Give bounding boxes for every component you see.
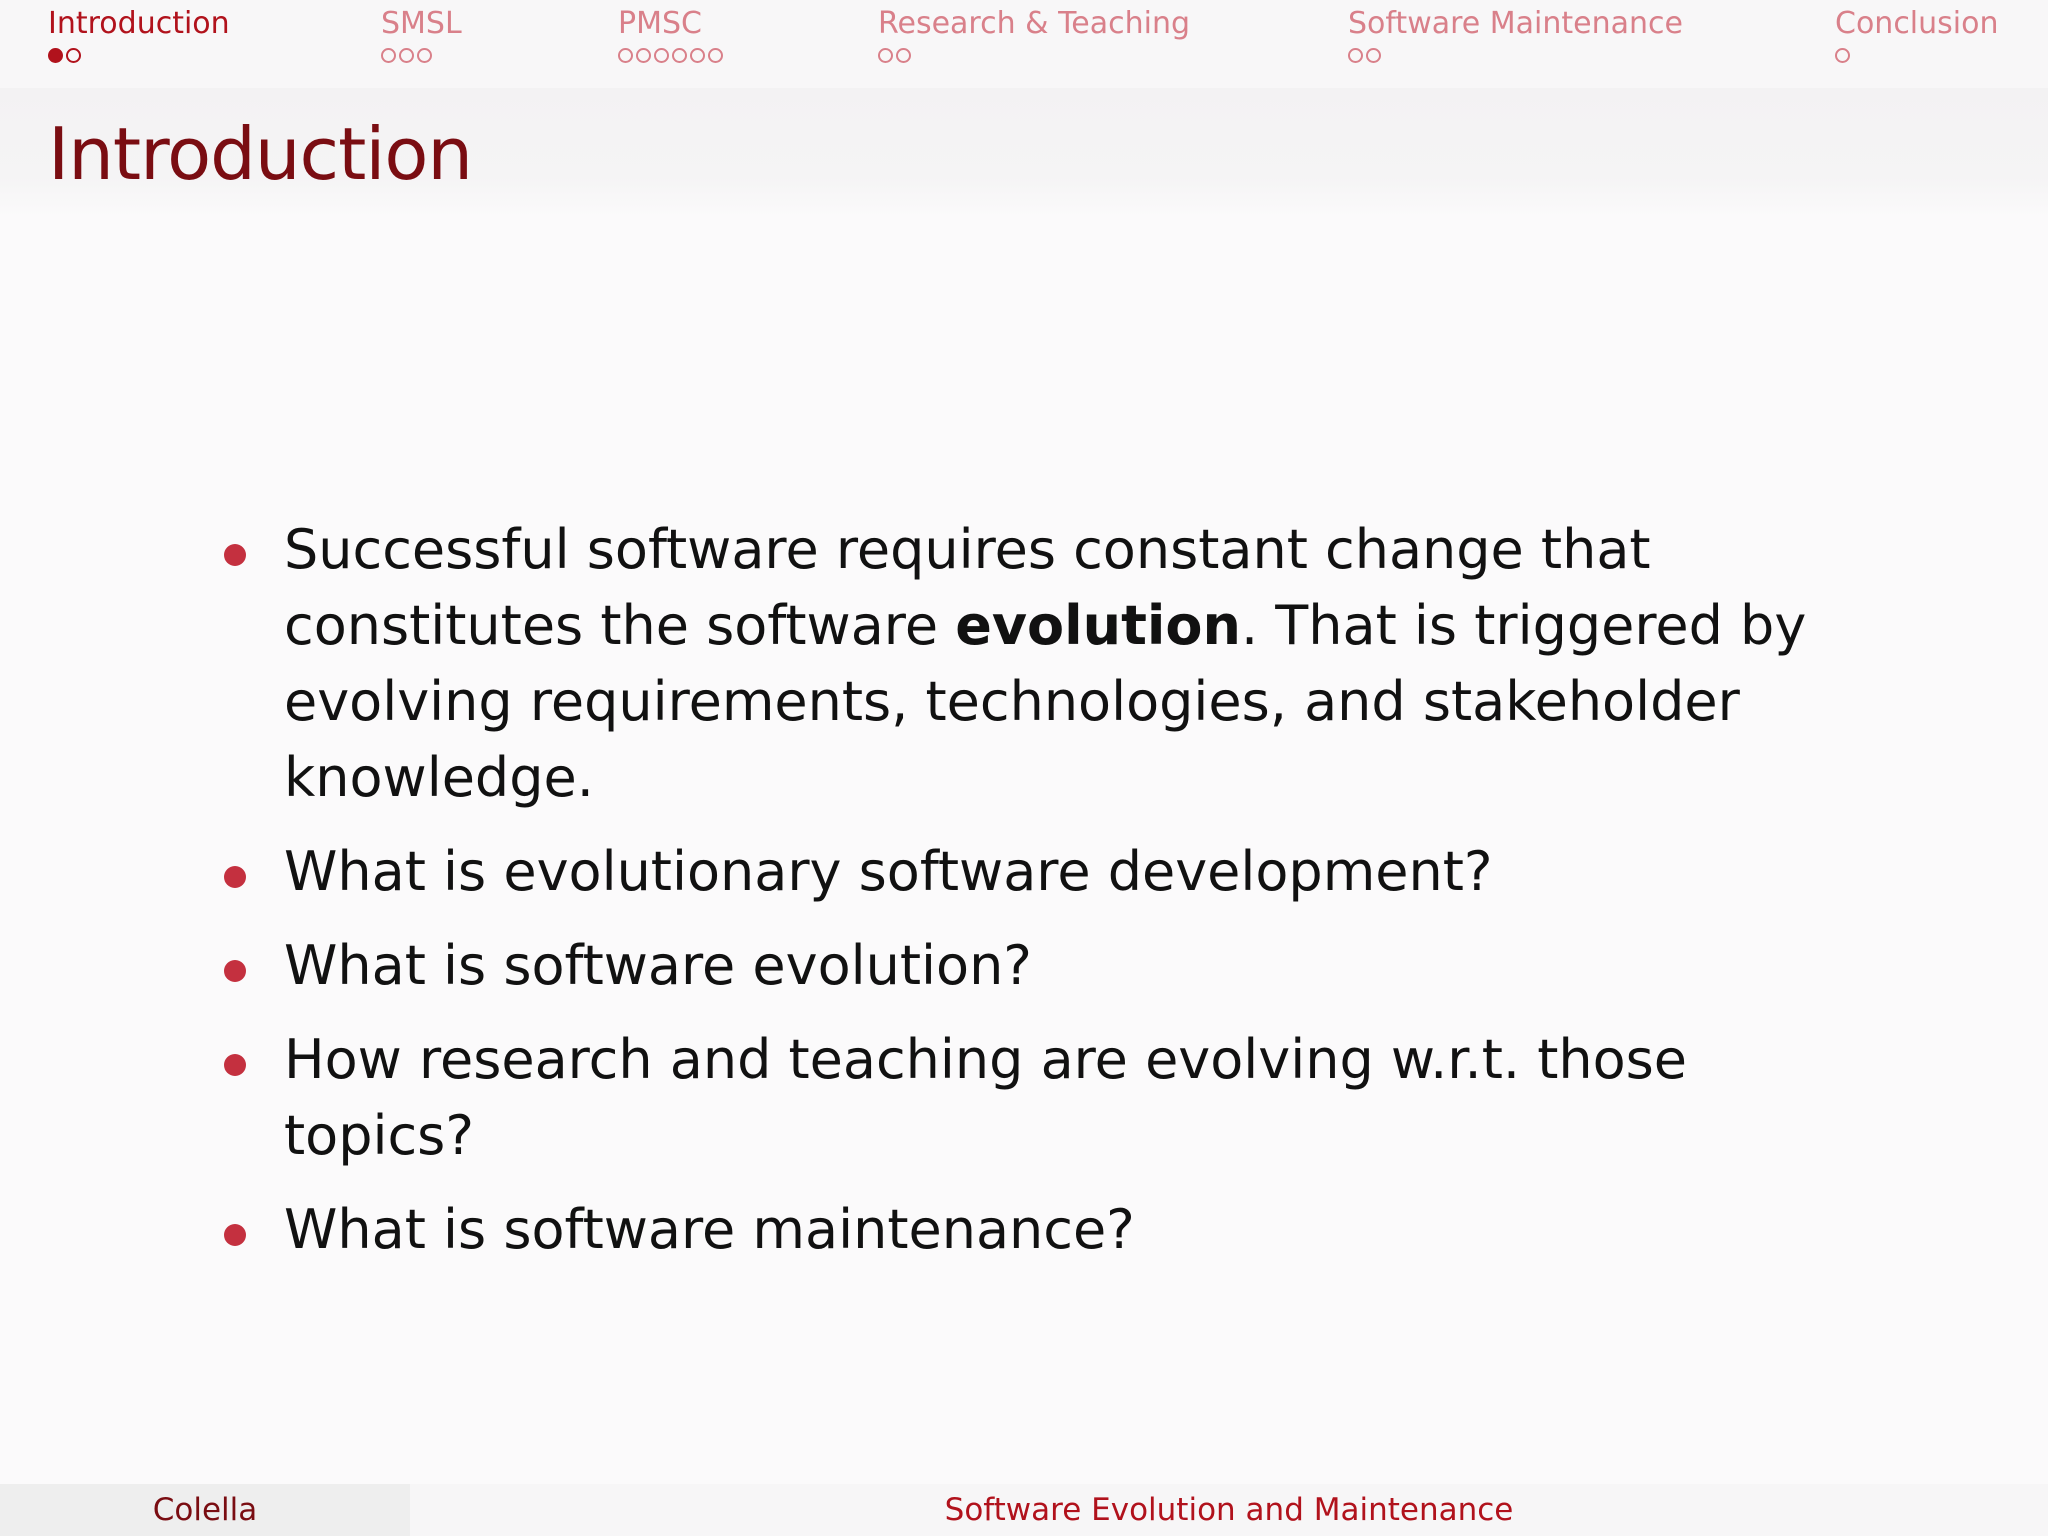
slide-dot[interactable] <box>618 48 633 63</box>
bullet-icon <box>224 1054 246 1076</box>
bullet-icon <box>224 1224 246 1246</box>
bullet-item <box>220 512 1880 816</box>
bullet-icon <box>224 960 246 982</box>
bullet-item <box>220 834 1880 910</box>
slide-dot[interactable] <box>1366 48 1381 63</box>
nav-section-introduction[interactable] <box>48 6 230 63</box>
footer-author: Colella <box>0 1484 410 1536</box>
nav-section-label: Software Maintenance <box>1348 6 1683 41</box>
nav-section-label: Research & Teaching <box>878 6 1191 41</box>
slide-dot[interactable] <box>381 48 396 63</box>
nav-slide-dots <box>381 48 462 63</box>
slide-dot[interactable] <box>1348 48 1363 63</box>
nav-slide-dots <box>618 48 723 63</box>
nav-section-smsl[interactable] <box>381 6 462 63</box>
slide-dot[interactable] <box>708 48 723 63</box>
bullet-text: What is software maintenance? <box>284 1198 1135 1261</box>
nav-section-conclusion[interactable] <box>1835 6 1999 63</box>
nav-section-label: PMSC <box>618 6 702 41</box>
slide-dot[interactable] <box>1835 48 1850 63</box>
nav-slide-dots <box>1348 48 1683 63</box>
bullet-item <box>220 928 1880 1004</box>
bullet-list <box>220 512 1880 1268</box>
nav-slide-dots <box>48 48 230 63</box>
section-navigation-bar <box>0 0 2048 88</box>
slide-dot[interactable] <box>690 48 705 63</box>
slide-footer <box>0 1484 2048 1536</box>
bullet-icon <box>224 866 246 888</box>
bullet-text: What is software evolution? <box>284 934 1032 997</box>
bullet-text: Successful software requires constant change that constitutes the software <box>284 518 1651 657</box>
slide-dot[interactable] <box>654 48 669 63</box>
nav-section-label: Introduction <box>48 6 230 41</box>
nav-section-label: SMSL <box>381 6 462 41</box>
slide-dot[interactable] <box>399 48 414 63</box>
nav-slide-dots <box>878 48 1190 63</box>
bullet-item <box>220 1192 1880 1268</box>
nav-section-software-maintenance[interactable] <box>1348 6 1683 63</box>
bullet-text: How research and teaching are evolving w.r.t. those topics? <box>284 1028 1687 1167</box>
bullet-text: What is evolutionary software development? <box>284 840 1493 903</box>
slide-dot[interactable] <box>66 48 81 63</box>
nav-slide-dots <box>1835 48 1999 63</box>
slide-dot[interactable] <box>896 48 911 63</box>
frame-title: Introduction <box>48 112 473 196</box>
slide-dot[interactable] <box>636 48 651 63</box>
bullet-icon <box>224 544 246 566</box>
nav-section-label: Conclusion <box>1835 6 1999 41</box>
bullet-text-continued: . That is triggered by evolving requirements, technologies, and stakeholder knowledge. <box>284 594 1807 809</box>
slide-dot-current[interactable] <box>48 48 63 63</box>
bullet-item <box>220 1022 1880 1174</box>
footer-presentation-title: Software Evolution and Maintenance <box>410 1484 2048 1536</box>
bullet-bold-text: evolution <box>955 594 1241 657</box>
nav-section-pmsc[interactable] <box>618 6 723 63</box>
slide-content <box>220 512 1880 1286</box>
nav-section-research-teaching[interactable] <box>878 6 1190 63</box>
slide-dot[interactable] <box>878 48 893 63</box>
slide-dot[interactable] <box>672 48 687 63</box>
slide-dot[interactable] <box>417 48 432 63</box>
